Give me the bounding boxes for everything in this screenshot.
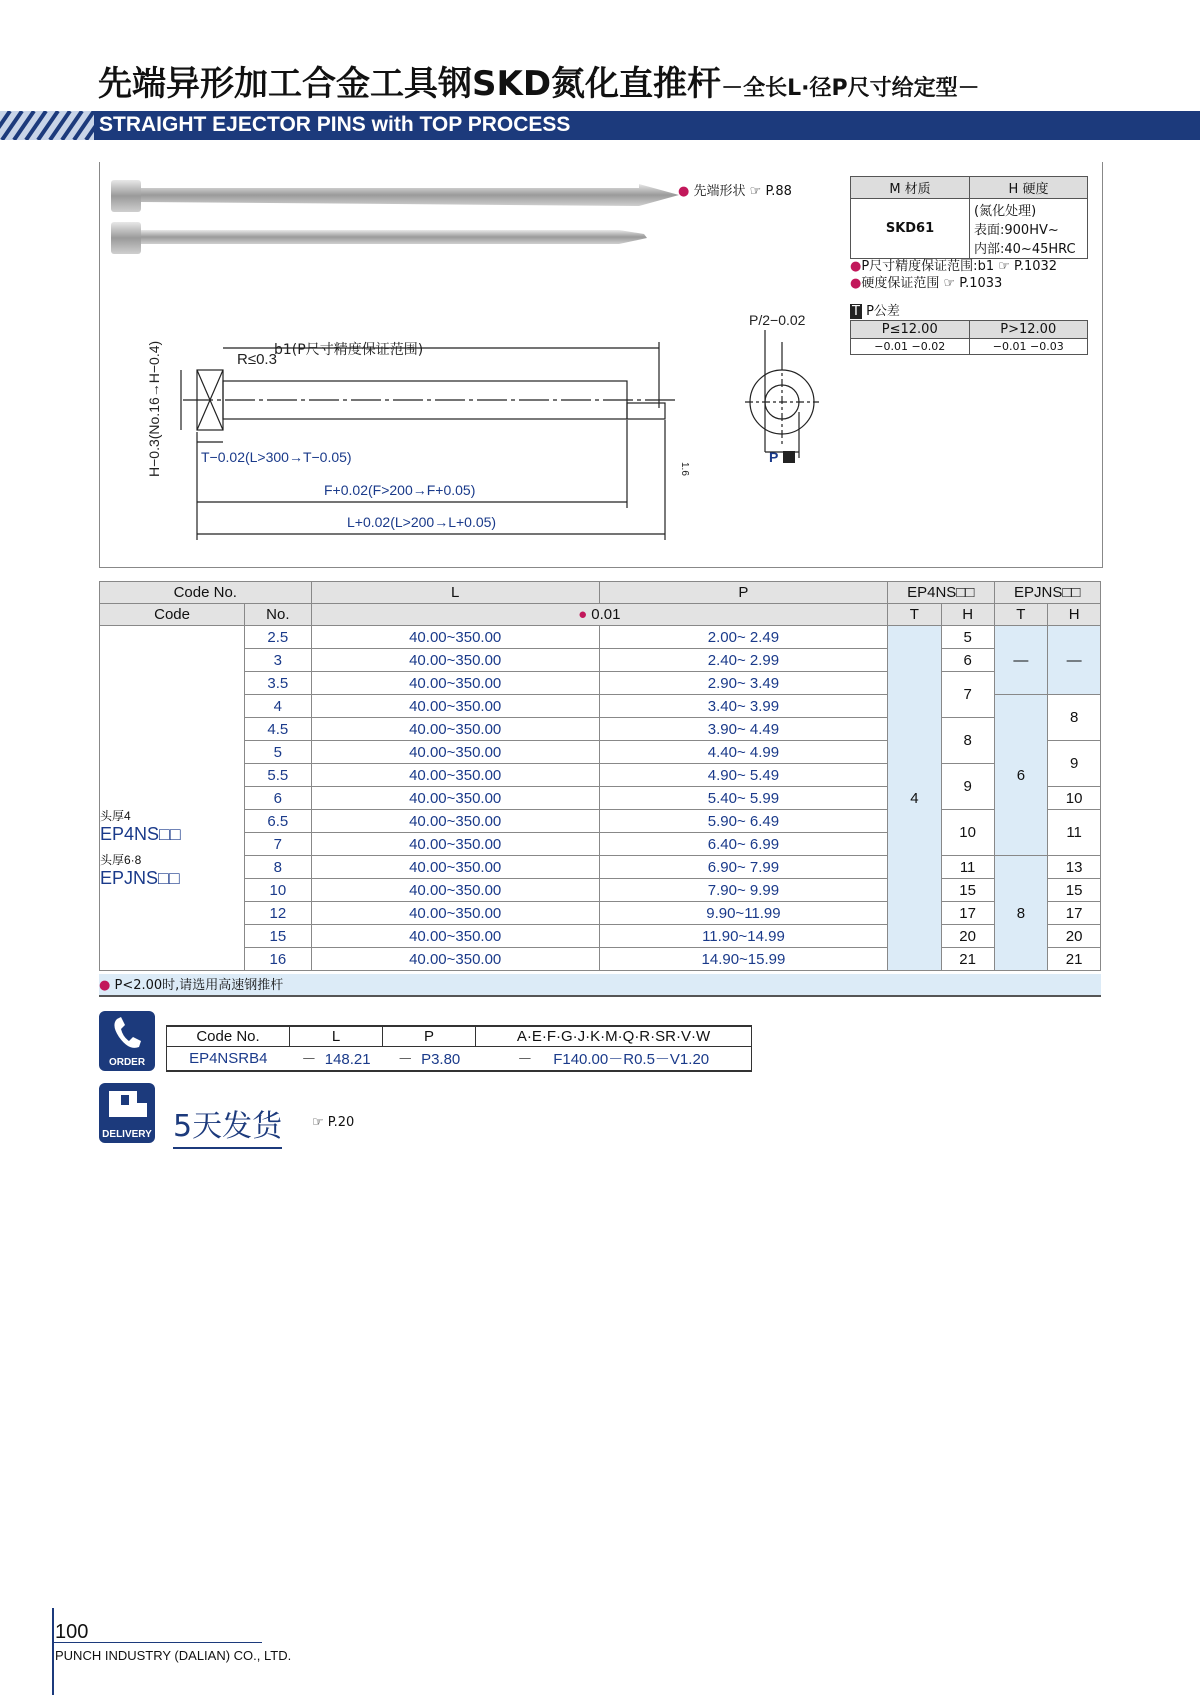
cell-no: 3 — [245, 649, 311, 672]
cell-l: 40.00~350.00 — [311, 626, 599, 649]
unit-cell: ● 0.01 — [311, 604, 888, 626]
cell-l: 40.00~350.00 — [311, 833, 599, 856]
cell-p: 5.90~ 6.49 — [599, 810, 887, 833]
material-value: SKD61 — [851, 199, 970, 259]
table-row — [100, 810, 1101, 833]
epj-h: 20 — [1048, 925, 1101, 948]
reference-hand-icon: ☞ — [749, 184, 762, 199]
p-tolerance-table: P≤12.00 P>12.00 −0.01 −0.02 −0.01 −0.03 — [850, 320, 1088, 355]
cell-no: 16 — [245, 948, 311, 971]
table-row — [100, 879, 1101, 902]
cell-p: 2.90~ 3.49 — [599, 672, 887, 695]
table-row — [100, 902, 1101, 925]
cell-p: 4.90~ 5.49 — [599, 764, 887, 787]
series-a-code: EP4NS□□ — [100, 824, 181, 844]
series-a-note: 头厚4 — [100, 809, 131, 823]
table-row — [100, 626, 1101, 649]
cell-p: 5.40~ 5.99 — [599, 787, 887, 810]
cell-no: 6.5 — [245, 810, 311, 833]
delivery-text: 5天发货 — [173, 1101, 282, 1149]
precision-note: ●P尺寸精度保证范围:b1 ☞ P.1032 — [850, 259, 1058, 274]
b1-label: b1(P尺寸精度保证范围) — [274, 342, 424, 358]
series-b-note: 头厚6·8 — [100, 853, 142, 867]
cell-l: 40.00~350.00 — [311, 902, 599, 925]
l-label: L+0.02(L>200→L+0.05) — [347, 514, 497, 530]
page-title: 先端异形加工合金工具钢SKD氮化直推杆－全长L·径P尺寸给定型－ — [98, 64, 980, 104]
company-name: PUNCH INDUSTRY (DALIAN) CO., LTD. — [55, 1648, 292, 1663]
cell-p: 11.90~14.99 — [599, 925, 887, 948]
point-icon: ● — [850, 276, 862, 291]
cell-l: 40.00~350.00 — [311, 764, 599, 787]
surface-roughness-label: 1.6 — [679, 462, 690, 476]
epj-h: 11 — [1048, 810, 1101, 856]
table-row — [100, 672, 1101, 695]
cell-no: 5 — [245, 741, 311, 764]
stripe-decoration — [0, 111, 94, 140]
epj-h: 8 — [1048, 695, 1101, 741]
cell-no: 4.5 — [245, 718, 311, 741]
epj-h-dash: — — [1048, 626, 1101, 695]
epj-h: 17 — [1048, 902, 1101, 925]
cell-l: 40.00~350.00 — [311, 787, 599, 810]
cell-no: 6 — [245, 787, 311, 810]
epj-t: 8 — [994, 856, 1048, 971]
table-row — [100, 948, 1101, 971]
pt-badge-icon — [783, 451, 795, 463]
pin-drawing — [99, 162, 862, 562]
epj-h: 13 — [1048, 856, 1101, 879]
material-header: M 材质 — [851, 177, 970, 199]
table-row — [100, 764, 1101, 787]
epj-h: 10 — [1048, 787, 1101, 810]
cell-no: 7 — [245, 833, 311, 856]
cell-p: 3.40~ 3.99 — [599, 695, 887, 718]
cell-no: 10 — [245, 879, 311, 902]
ep4-h: 15 — [941, 879, 994, 902]
ep4-h: 10 — [941, 810, 994, 856]
cell-l: 40.00~350.00 — [311, 810, 599, 833]
p2-label: P/2−0.02 — [749, 312, 806, 328]
cell-no: 15 — [245, 925, 311, 948]
ep4-h: 7 — [941, 672, 994, 718]
tip-shape-ref: ● 先端形状 ☞ P.88 — [678, 184, 792, 199]
cell-no: 2.5 — [245, 626, 311, 649]
material-table — [850, 176, 1088, 259]
r-label: R≤0.3 — [237, 351, 277, 368]
banner-title: STRAIGHT EJECTOR PINS with TOP PROCESS — [99, 113, 571, 136]
cell-l: 40.00~350.00 — [311, 948, 599, 971]
cell-no: 12 — [245, 902, 311, 925]
delivery-badge: DELIVERY — [99, 1083, 155, 1143]
table-row — [100, 649, 1101, 672]
f-label: F+0.02(F>200→F+0.05) — [324, 482, 476, 498]
cell-p: 7.90~ 9.99 — [599, 879, 887, 902]
order-example-table: Code No. L P A·E·F·G·J·K·M·Q·R·SR·V·W EP4NSRB4 － 148.21 － P3.80 － F140.00－R0.5－V1.20 — [166, 1025, 752, 1072]
table-row — [100, 856, 1101, 879]
point-icon: ● — [678, 184, 690, 199]
ep4-h: 20 — [941, 925, 994, 948]
ep4-h: 6 — [941, 649, 994, 672]
ep4-h: 8 — [941, 718, 994, 764]
pin-photo-1 — [111, 180, 679, 212]
cell-l: 40.00~350.00 — [311, 741, 599, 764]
ep4-h: 17 — [941, 902, 994, 925]
cell-p: 14.90~15.99 — [599, 948, 887, 971]
epj-h: 9 — [1048, 741, 1101, 787]
cell-p: 9.90~11.99 — [599, 902, 887, 925]
table-note: ● P<2.00时,请选用高速钢推杆 — [99, 974, 1101, 997]
cell-l: 40.00~350.00 — [311, 695, 599, 718]
order-badge: ORDER — [99, 1011, 155, 1071]
cell-p: 4.40~ 4.99 — [599, 741, 887, 764]
footer-rule-vertical — [52, 1608, 54, 1695]
epj-h: 15 — [1048, 879, 1101, 902]
ep4-t: 4 — [888, 626, 942, 971]
spec-table: Code No. L P EP4NS□□ EPJNS□□ Code No. ● 0.01 T H T H 头厚4 EP4NS□□ 头厚6·8 EPJNS□□ 2.5 40.00~350.00 2.00~ 2.49 4 5 — — 3 40.00~350.00 2.40~ 2.99 6 3.5 40.00~350.00 2.90~ 3.49 7 4 40.00~350.00 3.40~ 3.99 6 8 4.5 40.00~350.00 3.90~ 4.49 8 5 40.00~350.00 4.40~ 4.99 9 5.5 40.00~350.00 4.90~ 5.49 9 6 40.00~350.00 5.40~ 5.99 10 6.5 40.00~350.00 5.90~ 6.49 10 11 7 40.00~350.00 6.40~ 6.99 8 40.00~350.00 6.90~ 7.99 11 8 13 10 40.00~350.00 7.90~ 9.99 15 15 12 40.00~350.00 9.90~11.99 17 17 15 40.00~350.00 11.90~14.99 20 20 16 40.00~350.00 14.90~15.99 21 21 — [99, 581, 1101, 971]
cell-l: 40.00~350.00 — [311, 672, 599, 695]
pt-label: P — [769, 449, 779, 465]
cell-p: 2.40~ 2.99 — [599, 649, 887, 672]
point-icon: ● — [850, 259, 862, 274]
hardness-value: (氮化处理) 表面:900HV~ 内部:40~45HRC — [970, 199, 1088, 259]
cell-l: 40.00~350.00 — [311, 856, 599, 879]
hardness-icon: H — [1008, 182, 1019, 197]
cell-no: 4 — [245, 695, 311, 718]
header-banner — [0, 111, 1200, 140]
cell-l: 40.00~350.00 — [311, 649, 599, 672]
cell-p: 2.00~ 2.49 — [599, 626, 887, 649]
delivery-ref: ☞ P.20 — [312, 1115, 355, 1130]
ep4-h: 5 — [941, 626, 994, 649]
cell-no: 3.5 — [245, 672, 311, 695]
unit-icon: ● — [578, 606, 588, 623]
cell-p: 6.40~ 6.99 — [599, 833, 887, 856]
material-icon: M — [889, 182, 901, 197]
cell-p: 3.90~ 4.49 — [599, 718, 887, 741]
series-label — [100, 626, 245, 971]
hardness-note: ●硬度保证范围 ☞ P.1033 — [850, 276, 1003, 291]
t-label: T−0.02(L>300→T−0.05) — [201, 449, 352, 465]
ep4-h: 9 — [941, 764, 994, 810]
h-label: H−0.3(No.16→H−0.4) — [146, 340, 162, 477]
cell-no: 8 — [245, 856, 311, 879]
point-icon: ● — [99, 978, 111, 993]
table-row — [100, 925, 1101, 948]
cell-no: 5.5 — [245, 764, 311, 787]
cell-l: 40.00~350.00 — [311, 879, 599, 902]
epj-t-dash: — — [994, 626, 1048, 695]
series-b-code: EPJNS□□ — [100, 868, 180, 888]
epj-h: 21 — [1048, 948, 1101, 971]
ep4-h: 11 — [941, 856, 994, 879]
cell-p: 6.90~ 7.99 — [599, 856, 887, 879]
ptol-title: T P公差 — [852, 304, 900, 319]
truck-icon — [99, 1083, 155, 1127]
cell-l: 40.00~350.00 — [311, 925, 599, 948]
table-row — [100, 718, 1101, 741]
pin-photo-2 — [111, 222, 647, 254]
hardness-header: H 硬度 — [970, 177, 1088, 199]
epj-t: 6 — [994, 695, 1048, 856]
page-subtitle: －全长L·径P尺寸给定型－ — [721, 76, 980, 101]
ep4-h: 21 — [941, 948, 994, 971]
tolerance-icon: T — [852, 304, 860, 319]
page-number: 100 — [55, 1621, 89, 1643]
cell-l: 40.00~350.00 — [311, 718, 599, 741]
phone-icon — [99, 1011, 155, 1055]
